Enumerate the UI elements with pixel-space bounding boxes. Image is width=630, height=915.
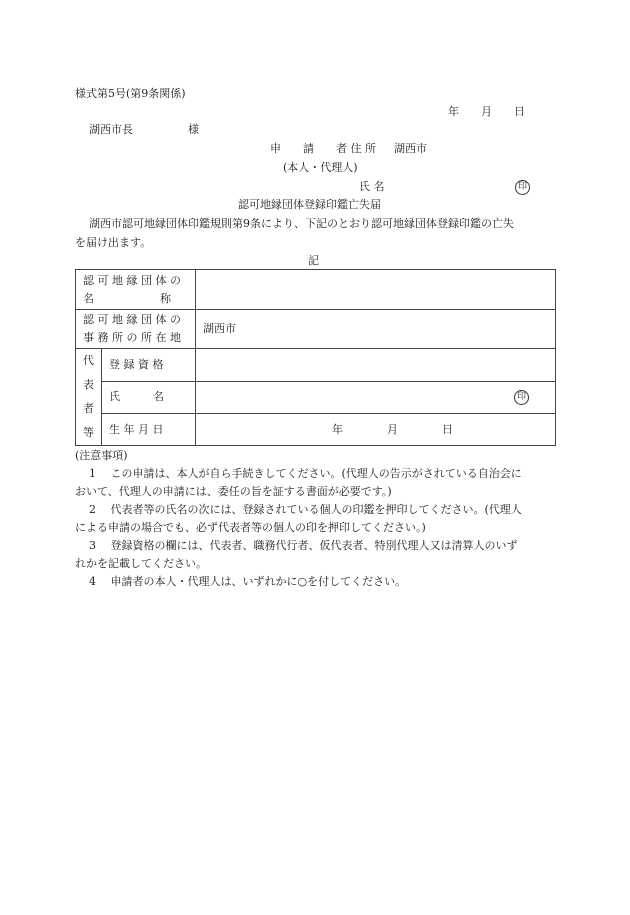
note-item: 1 この申請は、本人が自ら手続きしてください。(代理人の告示がされている自治会に おいて、代理人の申請には、委任の旨を証する書面が必要です。) xyxy=(75,467,522,498)
table-row xyxy=(76,349,556,382)
notes-section xyxy=(75,447,565,591)
applicant-address-value: 湖西市 xyxy=(394,142,427,155)
representative-seal-icon: 印 xyxy=(514,390,529,405)
office-location-label: 認 可 地 縁 団 体 の 事 務 所 の 所 在 地 xyxy=(76,310,196,349)
applicant-role: (本人・代理人) xyxy=(283,161,358,174)
applicant-name-label: 氏 名 xyxy=(359,180,385,193)
notes-heading: (注意事項) xyxy=(75,449,128,462)
form-number: 様式第5号(第9条関係) xyxy=(75,87,186,100)
birthdate-label: 生 年 月 日 xyxy=(102,414,196,446)
note-item: 2 代表者等の氏名の次には、登録されている個人の印鑑を押印してください。(代理人 による申請の場合でも、必ず代表者等の個人の印を押印してください。) xyxy=(75,503,522,534)
registration-status-label: 登 録 資 格 xyxy=(102,349,196,382)
body-text-line-1: 湖西市認可地縁団体印鑑規則第9条により、下記のとおり認可地縁団体登録印鑑の亡失 xyxy=(89,217,514,230)
body-text-line-2: を届け出ます。 xyxy=(75,236,152,249)
applicant-seal-icon: 印 xyxy=(515,179,530,195)
ki-marker: 記 xyxy=(308,254,319,267)
note-item: 3 登録資格の欄には、代表者、職務代行者、仮代表者、特別代理人又は清算人のいず れかを記載してください。 xyxy=(75,539,518,570)
org-name-label: 認 可 地 縁 団 体 の 名 称 xyxy=(76,270,196,310)
note-item: 4 申請者の本人・代理人は、いずれかに○を付してください。 xyxy=(89,575,407,588)
table-row xyxy=(76,381,556,414)
table-row xyxy=(76,310,556,349)
table-row xyxy=(76,270,556,310)
registration-table xyxy=(75,269,556,446)
document-title: 認可地縁団体登録印鑑亡失届 xyxy=(238,198,381,211)
birthdate-field[interactable]: 年 月 日 xyxy=(196,414,556,446)
representative-name-label: 氏 名 xyxy=(102,381,196,414)
representative-group-label: 代表者等 xyxy=(76,349,102,446)
org-name-field[interactable] xyxy=(196,270,556,310)
office-location-field[interactable]: 湖西市 xyxy=(196,310,556,349)
addressee: 湖西市長 様 xyxy=(89,123,199,136)
submission-date: 年 月 日 xyxy=(448,105,525,118)
registration-status-field[interactable] xyxy=(196,349,556,382)
table-row xyxy=(76,414,556,446)
applicant-address-label: 申 請 者 住 所 xyxy=(270,142,376,155)
representative-name-field[interactable] xyxy=(196,381,556,414)
